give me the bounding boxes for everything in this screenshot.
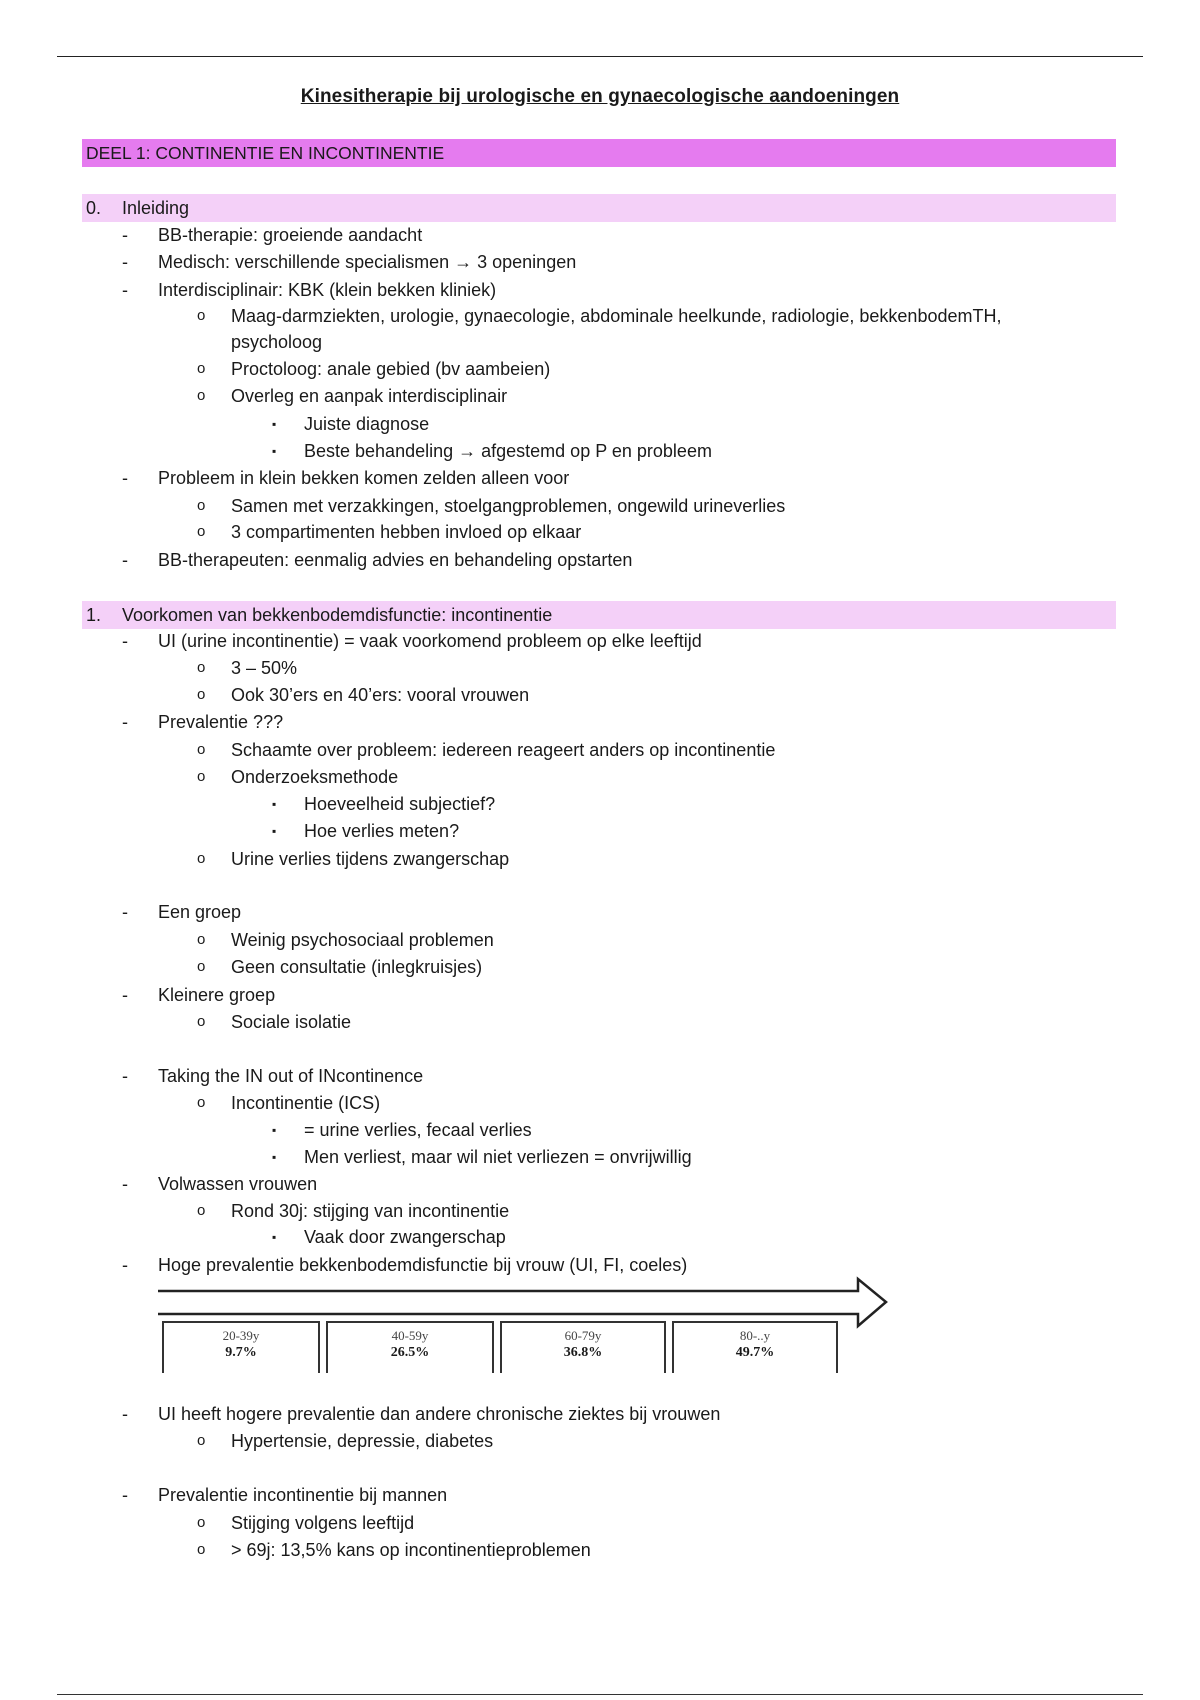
list-item: o Samen met verzakkingen, stoelgangproblemen, ongewild urineverlies xyxy=(197,496,786,516)
age-range: 40-59y xyxy=(391,1328,429,1343)
age-range: 20-39y xyxy=(222,1328,260,1343)
list-item: - Interdisciplinair: KBK (klein bekken kliniek) xyxy=(122,280,497,300)
circle-marker: o xyxy=(197,1541,206,1558)
circle-marker: o xyxy=(197,1432,206,1449)
dash-marker: - xyxy=(122,985,128,1005)
dash-marker: - xyxy=(122,1404,128,1424)
circle-marker: o xyxy=(197,768,206,785)
dash-marker: - xyxy=(122,1174,128,1194)
age-group-box xyxy=(500,1321,666,1373)
list-item: o Rond 30j: stijging van incontinentie xyxy=(197,1201,510,1221)
square-marker: ▪ xyxy=(272,417,277,431)
list-item: o Stijging volgens leeftijd xyxy=(197,1513,415,1533)
list-item: o Proctoloog: anale gebied (bv aambeien) xyxy=(197,359,551,379)
list-item-continuation: psycholoog xyxy=(231,332,323,352)
list-item: ▪ Hoe verlies meten? xyxy=(272,821,460,841)
document-title: Kinesitherapie bij urologische en gynaecologische aandoeningen xyxy=(300,86,900,107)
list-item: o Geen consultatie (inlegkruisjes) xyxy=(197,957,483,977)
list-item: ▪ Men verliest, maar wil niet verliezen = onvrijwillig xyxy=(272,1147,692,1167)
dash-marker: - xyxy=(122,252,128,272)
square-marker: ▪ xyxy=(272,1230,277,1244)
age-range: 80-..y xyxy=(739,1328,771,1343)
age-percentage: 26.5% xyxy=(390,1345,430,1360)
list-item: - Volwassen vrouwen xyxy=(122,1174,318,1194)
list-item: o Weinig psychosociaal problemen xyxy=(197,930,494,950)
list-item: o Ook 30’ers en 40’ers: vooral vrouwen xyxy=(197,685,530,705)
square-marker: ▪ xyxy=(272,1150,277,1164)
circle-marker: o xyxy=(197,523,206,540)
list-item: o Sociale isolatie xyxy=(197,1012,352,1032)
list-item: - Een groep xyxy=(122,902,242,922)
dash-marker: - xyxy=(122,225,128,245)
age-range: 60-79y xyxy=(564,1328,602,1343)
list-item: - BB-therapie: groeiende aandacht xyxy=(122,225,423,245)
dash-marker: - xyxy=(122,468,128,488)
list-item: o Maag-darmziekten, urologie, gynaecologie, abdominale heelkunde, radiologie, bekkenbodemTH, xyxy=(197,306,1002,326)
circle-marker: o xyxy=(197,1514,206,1531)
subsection-title: Inleiding xyxy=(122,198,190,218)
list-item: ▪ Hoeveelheid subjectief? xyxy=(272,794,496,814)
age-percentage: 49.7% xyxy=(735,1345,775,1360)
circle-marker: o xyxy=(197,387,206,404)
circle-marker: o xyxy=(197,958,206,975)
circle-marker: o xyxy=(197,1094,206,1111)
list-item: o 3 compartimenten hebben invloed op elkaar xyxy=(197,522,582,542)
list-item: - BB-therapeuten: eenmalig advies en behandeling opstarten xyxy=(122,550,633,570)
square-marker: ▪ xyxy=(272,1123,277,1137)
list-item: ▪ Juiste diagnose xyxy=(272,414,430,434)
dash-marker: - xyxy=(122,712,128,732)
circle-marker: o xyxy=(197,741,206,758)
list-item: o 3 – 50% xyxy=(197,658,298,678)
circle-marker: o xyxy=(197,360,206,377)
list-item: - UI (urine incontinentie) = vaak voorkomend probleem op elke leeftijd xyxy=(122,631,702,651)
circle-marker: o xyxy=(197,497,206,514)
dash-marker: - xyxy=(122,1255,128,1275)
age-group-box xyxy=(672,1321,838,1373)
subsection-number: 1. xyxy=(86,605,102,625)
list-item: - Prevalentie ??? xyxy=(122,712,284,732)
bottom-rule xyxy=(57,1694,1143,1695)
dash-marker: - xyxy=(122,902,128,922)
dash-marker: - xyxy=(122,1066,128,1086)
circle-marker: o xyxy=(197,931,206,948)
list-item: - Probleem in klein bekken komen zelden alleen voor xyxy=(122,468,570,488)
dash-marker: - xyxy=(122,280,128,300)
list-item: o Overleg en aanpak interdisciplinair xyxy=(197,386,508,406)
list-item: ▪ Vaak door zwangerschap xyxy=(272,1227,506,1247)
circle-marker: o xyxy=(197,659,206,676)
top-rule xyxy=(57,56,1143,57)
age-group-box xyxy=(326,1321,494,1373)
age-prevalence-figure xyxy=(158,1276,893,1372)
square-marker: ▪ xyxy=(272,797,277,811)
list-item: - Taking the IN out of INcontinence xyxy=(122,1066,424,1086)
circle-marker: o xyxy=(197,850,206,867)
age-group-box xyxy=(162,1321,320,1373)
list-item: o Hypertensie, depressie, diabetes xyxy=(197,1431,494,1451)
list-item: - Hoge prevalentie bekkenbodemdisfunctie bij vrouw (UI, FI, coeles) xyxy=(122,1255,688,1275)
list-item: - UI heeft hogere prevalentie dan andere chronische ziektes bij vrouwen xyxy=(122,1404,721,1424)
subsection-heading-inleiding xyxy=(82,194,1116,222)
list-item: ▪ = urine verlies, fecaal verlies xyxy=(272,1120,532,1140)
section-heading: DEEL 1: CONTINENTIE EN INCONTINENTIE xyxy=(82,139,1116,167)
dash-marker: - xyxy=(122,1485,128,1505)
circle-marker: o xyxy=(197,307,206,324)
subsection-title: Voorkomen van bekkenbodemdisfunctie: incontinentie xyxy=(122,605,553,625)
square-marker: ▪ xyxy=(272,824,277,838)
age-percentage: 9.7% xyxy=(225,1345,257,1360)
list-item: o Schaamte over probleem: iedereen reageert anders op incontinentie xyxy=(197,740,776,760)
age-percentage: 36.8% xyxy=(563,1345,603,1360)
circle-marker: o xyxy=(197,686,206,703)
list-item: o Urine verlies tijdens zwangerschap xyxy=(197,849,510,869)
circle-marker: o xyxy=(197,1202,206,1219)
list-item: - Kleinere groep xyxy=(122,985,276,1005)
list-item: o Onderzoeksmethode xyxy=(197,767,399,787)
square-marker: ▪ xyxy=(272,444,277,458)
list-item: ▪ Beste behandeling → afgestemd op P en probleem xyxy=(272,441,712,461)
list-item: - Prevalentie incontinentie bij mannen xyxy=(122,1485,448,1505)
dash-marker: - xyxy=(122,550,128,570)
list-item: o Incontinentie (ICS) xyxy=(197,1093,381,1113)
list-item: - Medisch: verschillende specialismen → 3 openingen xyxy=(122,252,577,272)
dash-marker: - xyxy=(122,631,128,651)
subsection-number: 0. xyxy=(86,198,102,218)
list-item: o > 69j: 13,5% kans op incontinentieproblemen xyxy=(197,1540,591,1560)
subsection-heading-voorkomen xyxy=(82,601,1116,629)
circle-marker: o xyxy=(197,1013,206,1030)
